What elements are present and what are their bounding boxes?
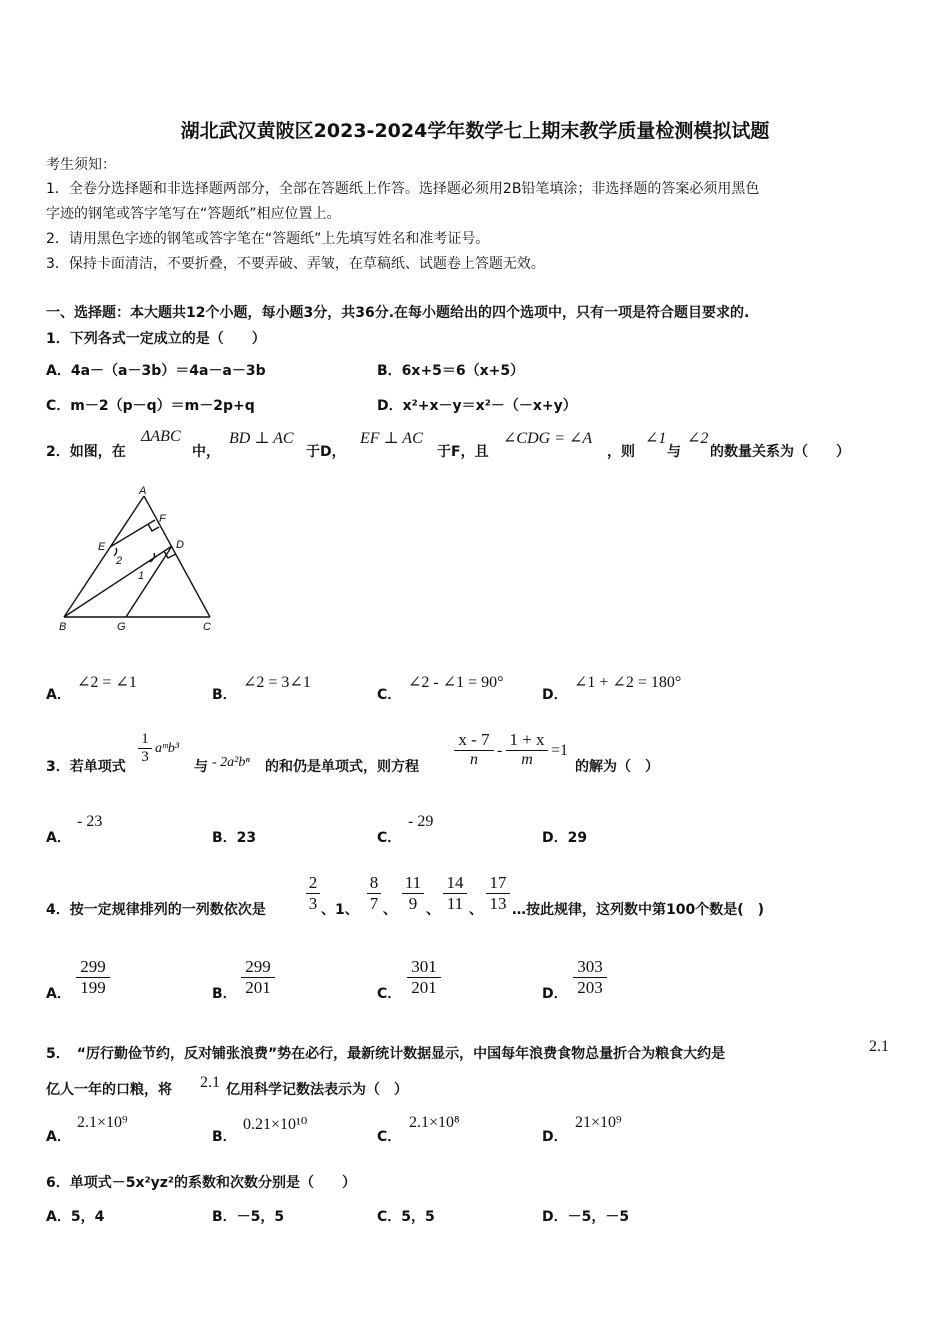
q2-stem-part: 于F，且 [437, 444, 489, 460]
q4-option-b-label: B． [212, 986, 237, 1002]
q5-option-a: 2.1×10⁹ [77, 1114, 128, 1131]
q5-option-a-label: A． [46, 1129, 71, 1145]
q5-option-b-label: B． [212, 1129, 237, 1145]
q2-option-d-label: D． [542, 687, 568, 703]
q2-math-angle-1: ∠1 [645, 430, 667, 447]
fraction-denominator: 9 [408, 894, 418, 913]
fraction-denominator: 13 [489, 894, 507, 913]
q5-stem-line-2: 亿用科学记数法表示为（ ） [226, 1082, 408, 1098]
q5-math-value: 2.1 [200, 1074, 220, 1091]
q1-option-d: D．x²+x－y＝x²－（－x+y） [377, 398, 577, 414]
q2-stem-part: 中， [192, 444, 220, 460]
q4-separator: 、 [469, 902, 483, 918]
q2-option-a: ∠2 = ∠1 [77, 674, 137, 691]
fraction-numerator: 17 [489, 873, 507, 892]
q4-sequence-term [306, 873, 320, 914]
fraction-numerator: 11 [404, 873, 422, 892]
q3-option-c: - 29 [408, 813, 434, 830]
q6-option-b: B．－5，5 [212, 1209, 285, 1225]
figure-label: G [117, 621, 126, 633]
q4-sequence-term [486, 873, 510, 914]
q4-stem-part: 4．按一定规律排列的一列数依次是 [46, 902, 266, 918]
q4-separator: 、 [383, 902, 397, 918]
fraction-denominator: m [521, 751, 533, 768]
q3-option-c-label: C． [377, 830, 402, 846]
q3-coefficient-fraction [138, 731, 152, 766]
notice-item-1-line-2: 字迹的钢笔或答字笔写在“答题纸”相应位置上。 [46, 206, 341, 222]
q3-stem-part: 的解为（ ） [575, 759, 659, 775]
q2-stem-part: 2．如图，在 [46, 444, 126, 460]
q3-option-b: B．23 [212, 830, 257, 846]
q1-option-b: B．6x+5＝6（x+5） [377, 363, 525, 379]
q5-option-d: 21×10⁹ [575, 1114, 622, 1131]
q2-math-bd-perp: BD ⊥ AC [229, 430, 294, 447]
q2-option-a-label: A． [46, 687, 71, 703]
q2-math-angle-eq: ∠CDG = ∠A [503, 430, 593, 447]
q5-stem-line-2: 亿人一年的口粮，将 [46, 1082, 172, 1098]
q4-sequence-term [402, 873, 424, 914]
fraction-denominator: 3 [308, 894, 318, 913]
fraction-denominator: 201 [411, 978, 437, 997]
notice-item-1-line-1: 1．全卷分选择题和非选择题两部分，全部在答题纸上作答。选择题必须用2B铅笔填涂；非选择题的答案必须用黑色 [46, 181, 760, 197]
q2-option-b-label: B． [212, 687, 237, 703]
q1-stem: 1．下列各式一定成立的是（ ） [46, 331, 266, 347]
q1-option-c: C．m－2（p－q）＝m－2p+q [46, 398, 255, 414]
q4-option-a-label: A． [46, 986, 71, 1002]
q3-stem-part: 的和仍是单项式，则方程 [265, 759, 419, 775]
q4-option-a [76, 957, 110, 998]
q2-stem-part: 于D， [306, 444, 346, 460]
q4-option-c-label: C． [377, 986, 402, 1002]
fraction-numerator: 14 [446, 873, 464, 892]
section-heading: 一、选择题：本大题共12个小题，每小题3分，共36分.在每小题给出的四个选项中，只有一项是符合题目要求的. [46, 305, 750, 321]
q3-option-d: D．29 [542, 830, 588, 846]
q6-option-a: A．5，4 [46, 1209, 105, 1225]
fraction-denominator: 203 [577, 978, 603, 997]
q3-minus-sign: - [497, 742, 503, 759]
q4-separator: 、1、 [321, 902, 359, 918]
page-title: 湖北武汉黄陂区2023-2024学年数学七上期末教学质量检测模拟试题 [180, 120, 770, 142]
q2-stem-part: 的数量关系为（ ） [710, 444, 850, 460]
q5-stem-line-1: 5． “厉行勤俭节约，反对铺张浪费”势在必行，最新统计数据显示，中国每年浪费食物总量折合为粮食大约是 [46, 1046, 726, 1062]
q3-option-a-label: A． [46, 830, 71, 846]
notice-heading: 考生须知： [46, 157, 116, 173]
q5-option-b: 0.21×10¹⁰ [243, 1116, 308, 1133]
fraction-denominator: 11 [446, 894, 464, 913]
figure-label: E [98, 541, 106, 553]
q4-option-c [407, 957, 441, 998]
fraction-denominator: 7 [369, 894, 379, 913]
q2-math-triangle: ΔABC [141, 428, 181, 445]
fraction-numerator: 8 [369, 873, 379, 892]
q4-option-d-label: D． [542, 986, 568, 1002]
q3-monomial-1: aᵐb³ [155, 741, 180, 756]
q3-stem-part: 3．若单项式 [46, 759, 126, 775]
q3-fraction-1 [454, 730, 494, 769]
q3-equals-one: =1 [551, 742, 569, 759]
q5-option-c: 2.1×10⁸ [409, 1114, 460, 1131]
fraction-denominator: 199 [80, 978, 106, 997]
q5-math-value: 2.1 [869, 1038, 889, 1055]
fraction-numerator: x - 7 [458, 730, 490, 749]
q1-option-a: A．4a－（a－3b）＝4a－a－3b [46, 363, 266, 379]
notice-item-2: 2．请用黑色字迹的钢笔或答字笔在“答题纸”上先填写姓名和准考证号。 [46, 231, 490, 247]
q4-sequence-term [443, 873, 467, 914]
fraction-denominator: 201 [245, 978, 271, 997]
fraction-numerator: 1 [141, 731, 149, 747]
fraction-denominator: n [470, 751, 478, 768]
notice-item-3: 3．保持卡面清洁，不要折叠，不要弄破、弄皱，在草稿纸、试题卷上答题无效。 [46, 256, 545, 272]
fraction-numerator: 299 [245, 957, 271, 976]
figure-label: F [159, 513, 166, 525]
q2-triangle-figure [52, 484, 224, 636]
figure-label: B [59, 621, 67, 633]
figure-label: 2 [116, 555, 123, 567]
q2-math-ef-perp: EF ⊥ AC [360, 430, 423, 447]
q6-option-d: D．－5，－5 [542, 1209, 630, 1225]
q3-fraction-2 [506, 730, 548, 769]
q4-option-d [573, 957, 607, 998]
q2-stem-part: ，则 [607, 444, 635, 460]
q3-stem-part: 与 [194, 759, 208, 775]
q4-stem-part: …按此规律，这列数中第100个数是( ) [512, 902, 765, 918]
fraction-denominator: 3 [141, 749, 149, 765]
q2-stem-part: 与 [667, 444, 681, 460]
fraction-numerator: 2 [308, 873, 318, 892]
fraction-numerator: 1 + x [509, 730, 545, 749]
q5-option-c-label: C． [377, 1129, 402, 1145]
fraction-numerator: 303 [577, 957, 603, 976]
q6-option-c: C．5，5 [377, 1209, 435, 1225]
q2-option-c: ∠2 - ∠1 = 90° [408, 674, 504, 691]
q6-stem: 6．单项式－5x²yz²的系数和次数分别是（ ） [46, 1175, 357, 1191]
figure-label: A [139, 485, 147, 497]
q3-monomial-2: - 2a²bⁿ [212, 755, 250, 770]
q3-option-a: - 23 [77, 813, 103, 830]
q2-option-b: ∠2 = 3∠1 [243, 674, 311, 691]
q2-option-d: ∠1 + ∠2 = 180° [574, 674, 682, 691]
figure-label: D [176, 539, 184, 551]
fraction-numerator: 301 [411, 957, 437, 976]
q2-math-angle-2: ∠2 [687, 430, 709, 447]
q2-option-c-label: C． [377, 687, 402, 703]
q4-separator: 、 [426, 902, 440, 918]
fraction-numerator: 299 [80, 957, 106, 976]
figure-label: C [203, 621, 211, 633]
q5-option-d-label: D． [542, 1129, 568, 1145]
figure-label: 1 [138, 570, 145, 582]
q4-sequence-term [367, 873, 381, 914]
q4-option-b [241, 957, 275, 998]
